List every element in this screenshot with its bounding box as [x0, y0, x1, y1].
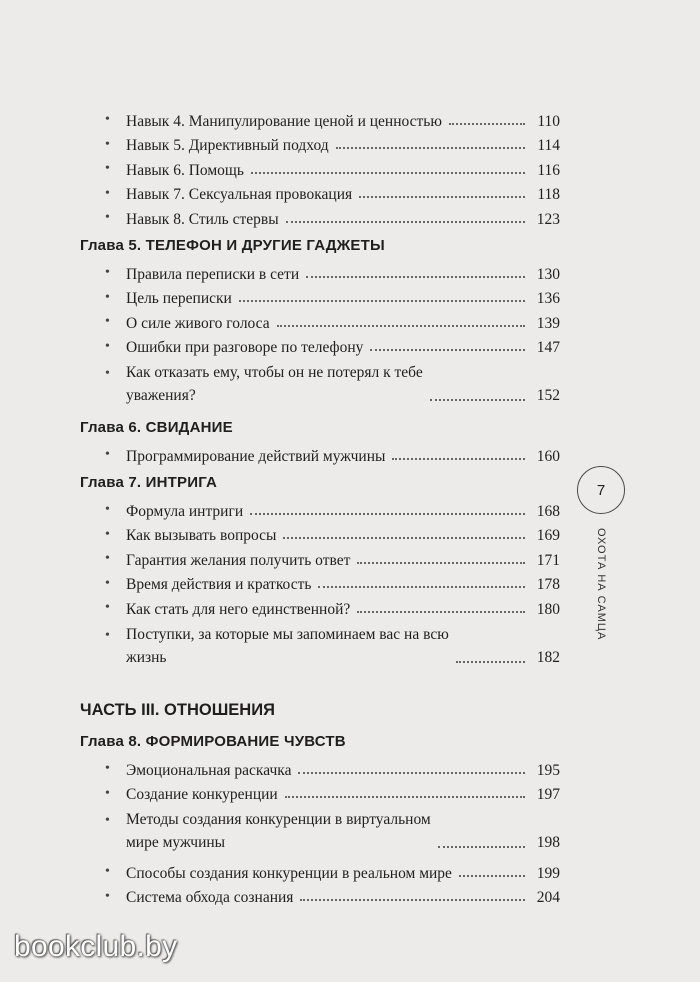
- entry-title: Навык 7. Сексуальная провокация: [126, 186, 353, 204]
- table-of-contents: [80, 106, 560, 907]
- entry-title: Способы создания конкуренции в реальном мире: [126, 864, 452, 882]
- toc-entry: [80, 155, 560, 180]
- toc-entry: [80, 594, 560, 619]
- bullet: •: [105, 185, 110, 201]
- part-heading: ЧАСТЬ III. ОТНОШЕНИЯ: [80, 700, 275, 719]
- bullet: •: [105, 289, 110, 305]
- entry-title: [126, 623, 449, 669]
- toc-entry: [80, 259, 560, 284]
- entry-page: 195: [536, 761, 560, 779]
- entry-page: 182: [536, 648, 560, 666]
- bullet: •: [105, 526, 110, 542]
- entry-page: 123: [536, 210, 560, 228]
- entry-title: Правила переписки в сети: [126, 265, 300, 283]
- entry-page: 147: [536, 339, 560, 357]
- entry-page: 198: [536, 834, 560, 852]
- dot-leader: [459, 875, 525, 877]
- toc-entry: [80, 619, 560, 673]
- toc-entry: [80, 858, 560, 883]
- toc-entry: [80, 180, 560, 205]
- dot-leader: [285, 796, 525, 798]
- bullet: •: [105, 575, 110, 591]
- dot-leader: [430, 399, 525, 401]
- entry-title: Навык 5. Директивный подход: [126, 137, 329, 155]
- entry-page: 152: [536, 387, 560, 405]
- entry-page: 169: [536, 527, 560, 545]
- entry-title: Система обхода сознания: [126, 889, 294, 907]
- bullet: •: [105, 210, 110, 226]
- entry-title: [126, 361, 423, 407]
- dot-leader: [277, 325, 525, 327]
- entry-title: Гарантия желания получить ответ: [126, 551, 351, 569]
- toc-entry: [80, 357, 560, 411]
- entry-title: Как стать для него единственной?: [126, 600, 351, 618]
- dot-leader: [370, 349, 525, 351]
- toc-entry: [80, 106, 560, 131]
- toc-entry: [80, 804, 560, 858]
- bullet: •: [105, 136, 110, 152]
- bullet: •: [105, 785, 110, 801]
- dot-leader: [239, 300, 525, 302]
- entry-title: Цель переписки: [126, 290, 232, 308]
- entry-title: Время действия и краткость: [126, 576, 312, 594]
- chapter-heading: Глава 8. ФОРМИРОВАНИЕ ЧУВСТВ: [80, 732, 346, 750]
- entry-page: 204: [536, 889, 560, 907]
- chapter-heading: Глава 7. ИНТРИГА: [80, 473, 217, 491]
- bullet: •: [105, 338, 110, 354]
- entry-page: 136: [536, 290, 560, 308]
- entry-page: 171: [536, 551, 560, 569]
- page-number: [577, 466, 625, 514]
- dot-leader: [438, 846, 525, 848]
- dot-leader: [359, 196, 525, 198]
- entry-page: 114: [537, 137, 560, 155]
- entry-title: Формула интриги: [126, 502, 244, 520]
- toc-entry: [80, 204, 560, 229]
- bullet: •: [105, 161, 110, 177]
- dot-leader: [456, 661, 525, 663]
- watermark: bookclub.by: [14, 930, 178, 963]
- entry-title-line: жизнь: [126, 648, 167, 666]
- entry-title-line: Методы создания конкуренции в виртуальном: [126, 811, 431, 829]
- bullet: •: [105, 864, 110, 880]
- bullet: •: [105, 888, 110, 904]
- dot-leader: [318, 586, 525, 588]
- entry-title: [126, 808, 431, 854]
- toc-entry: [80, 780, 560, 805]
- toc-entry: [80, 333, 560, 358]
- entry-title: Ошибки при разговоре по телефону: [126, 339, 364, 357]
- entry-page: 139: [536, 314, 560, 332]
- toc-entry: [80, 131, 560, 156]
- entry-title: Создание конкуренции: [126, 786, 278, 804]
- toc-entry: [80, 521, 560, 546]
- bullet: •: [105, 447, 110, 463]
- entry-title: Навык 6. Помощь: [126, 161, 244, 179]
- entry-title: Навык 4. Манипулирование ценой и ценностью: [126, 112, 442, 130]
- bullet: •: [105, 366, 110, 382]
- entry-page: 130: [536, 265, 560, 283]
- bullet: •: [105, 627, 110, 643]
- bullet: •: [105, 813, 110, 829]
- dot-leader: [251, 172, 525, 174]
- dot-leader: [449, 123, 525, 125]
- bullet: •: [105, 112, 110, 127]
- entry-page: 197: [536, 786, 560, 804]
- entry-title: Навык 8. Стиль стервы: [126, 210, 279, 228]
- bullet: •: [105, 760, 110, 776]
- entry-page: 118: [537, 186, 560, 204]
- dot-leader: [392, 458, 525, 460]
- entry-page: 168: [536, 502, 560, 520]
- toc-entry: [80, 496, 560, 521]
- entry-page: 160: [536, 447, 560, 465]
- bullet: •: [105, 551, 110, 567]
- entry-title: Как вызывать вопросы: [126, 527, 277, 545]
- entry-title: Программирование действий мужчины: [126, 447, 386, 465]
- dot-leader: [283, 537, 525, 539]
- dot-leader: [306, 276, 525, 278]
- chapter-heading: Глава 5. ТЕЛЕФОН И ДРУГИЕ ГАДЖЕТЫ: [80, 236, 385, 254]
- entry-title-line: уважения?: [126, 387, 196, 405]
- bullet: •: [105, 501, 110, 517]
- toc-entry: [80, 284, 560, 309]
- toc-entry: [80, 755, 560, 780]
- bullet: •: [105, 600, 110, 616]
- bullet: •: [105, 264, 110, 280]
- entry-title: Эмоциональная раскачка: [126, 761, 292, 779]
- entry-page: 178: [536, 576, 560, 594]
- entry-title-line: Как отказать ему, чтобы он не потерял к тебе: [126, 364, 423, 382]
- dot-leader: [357, 562, 525, 564]
- running-title: ОХОТА НА САМЦА: [595, 528, 607, 641]
- dot-leader: [286, 221, 525, 223]
- entry-title: О силе живого голоса: [126, 314, 270, 332]
- entry-title-line: Поступки, за которые мы запоминаем вас на всю: [126, 625, 449, 643]
- entry-page: 110: [537, 112, 560, 130]
- entry-title-line: мире мужчины: [126, 834, 226, 852]
- page-number-text: 7: [596, 481, 606, 499]
- entry-page: 116: [537, 161, 560, 179]
- dot-leader: [300, 899, 525, 901]
- toc-entry: [80, 545, 560, 570]
- chapter-heading: Глава 6. СВИДАНИЕ: [80, 419, 233, 437]
- toc-entry: [80, 570, 560, 595]
- entry-page: 199: [536, 864, 560, 882]
- toc-entry: [80, 883, 560, 908]
- bullet: •: [105, 314, 110, 330]
- toc-entry: [80, 441, 560, 466]
- dot-leader: [298, 772, 525, 774]
- entry-page: 180: [536, 600, 560, 618]
- dot-leader: [336, 147, 525, 149]
- toc-entry: [80, 308, 560, 333]
- dot-leader: [250, 513, 525, 515]
- dot-leader: [357, 611, 525, 613]
